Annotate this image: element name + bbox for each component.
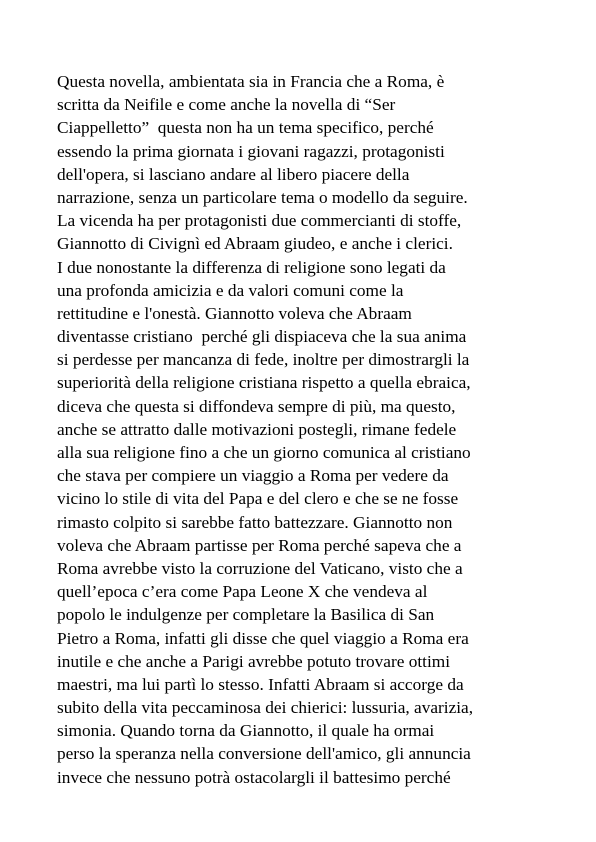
- text-line: Pietro a Roma, infatti gli disse che quel viaggio a Roma era: [57, 628, 469, 648]
- text-line: Questa novella, ambientata sia in Francia che a Roma, è: [57, 72, 445, 91]
- text-line: simonia. Quando torna da Giannotto, il quale ha ormai: [57, 721, 435, 741]
- text-line: superiorità della religione cristiana rispetto a quella ebraica,: [57, 373, 471, 393]
- text-line: Giannotto di Civignì ed Abraam giudeo, e anche i clerici.: [57, 234, 453, 254]
- text-line: diceva che questa si diffondeva sempre di più, ma questo,: [57, 396, 456, 416]
- text-line: voleva che Abraam partisse per Roma perché sapeva che a: [57, 535, 462, 555]
- text-line: vicino lo stile di vita del Papa e del clero e che se ne fosse: [57, 489, 459, 509]
- text-line: rimasto colpito si sarebbe fatto battezzare. Giannotto non: [57, 512, 453, 532]
- text-line: invece che nessuno potrà ostacolargli il battesimo perché: [57, 767, 451, 787]
- text-line: I due nonostante la differenza di religione sono legati da: [57, 257, 446, 277]
- text-line: subito della vita peccaminosa dei chierici: lussuria, avarizia,: [57, 698, 474, 718]
- text-line: essendo la prima giornata i giovani ragazzi, protagonisti: [57, 141, 445, 161]
- text-line: si perdesse per mancanza di fede, inoltre per dimostrargli la: [57, 350, 470, 370]
- text-line: rettitudine e l'onestà. Giannotto voleva che Abraam: [57, 303, 412, 323]
- text-line: La vicenda ha per protagonisti due commercianti di stoffe,: [57, 211, 462, 231]
- text-line: diventasse cristiano perché gli dispiaceva che la sua anima: [57, 327, 467, 347]
- text-line: che stava per compiere un viaggio a Roma per vedere da: [57, 466, 449, 486]
- text-line: una profonda amicizia e da valori comuni come la: [57, 280, 404, 300]
- text-line: narrazione, senza un particolare tema o modello da seguire.: [57, 187, 468, 207]
- text-line: perso la speranza nella conversione dell'amico, gli annuncia: [57, 744, 471, 764]
- text-line: dell'opera, si lasciano andare al libero piacere della: [57, 164, 410, 184]
- text-line: anche se attratto dalle motivazioni postegli, rimane fedele: [57, 419, 457, 439]
- text-line: popolo le indulgenze per completare la Basilica di San: [57, 605, 435, 625]
- text-line: scritta da Neifile e come anche la novella di “Ser: [57, 95, 396, 115]
- text-line: inutile e che anche a Parigi avrebbe potuto trovare ottimi: [57, 651, 451, 671]
- text-line: Roma avrebbe visto la corruzione del Vaticano, visto che a: [57, 558, 463, 578]
- body-text: [57, 70, 557, 789]
- text-line: Ciappelletto” questa non ha un tema specifico, perché: [57, 118, 434, 138]
- text-line: quell’epoca c’era come Papa Leone X che vendeva al: [57, 582, 428, 602]
- text-line: maestri, ma lui partì lo stesso. Infatti Abraam si accorge da: [57, 674, 464, 694]
- text-line: alla sua religione fino a che un giorno comunica al cristiano: [57, 443, 471, 462]
